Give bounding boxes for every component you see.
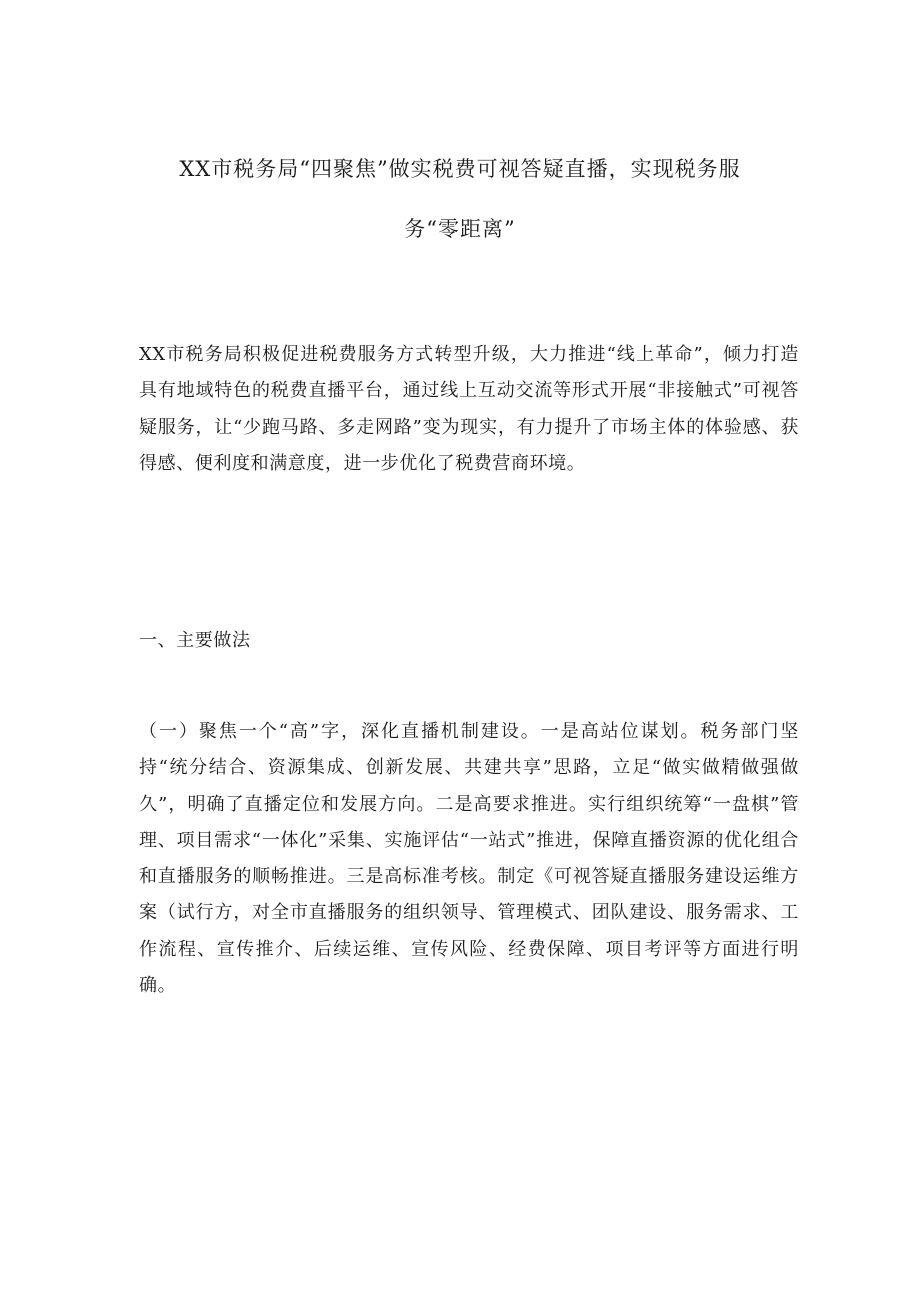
intro-paragraph: XX市税务局积极促进税费服务方式转型升级，大力推进“线上革命”，倾力打造具有地域特色的税费直播平台，通过线上互动交流等形式开展“非接触式”可视答疑服务，让“少跑马路、多走网路”变为现实，有力提升了市场主体的体验感、获得感、便利度和满意度，进一步优化了税费营商环境。 (139, 344, 799, 474)
document-title-line-1: XX市税务局“四聚焦”做实税费可视答疑直播，实现税务服 (179, 157, 741, 181)
document-title-line-2: 务“零距离” (404, 217, 516, 241)
section-paragraph: （一）聚焦一个“高”字，深化直播机制建设。一是高站位谋划。税务部门坚持“统分结合、资源集成、创新发展、共建共享”思路，立足“做实做精做强做久”，明确了直播定位和发展方向。二是高要求推进。实行组织统筹“一盘棋”管理、项目需求“一体化”采集、实施评估“一站式”推进，保障直播资源的优化组合和直播服务的顺畅推进。三是高标准考核。制定《可视答疑直播服务建设运维方案（试行方，对全市直播服务的组织领导、管理模式、团队建设、服务需求、工作流程、宣传推介、后续运维、宣传风险、经费保障、项目考评等方面进行明确。 (139, 721, 799, 997)
section-heading: 一、主要做法 (139, 630, 251, 651)
